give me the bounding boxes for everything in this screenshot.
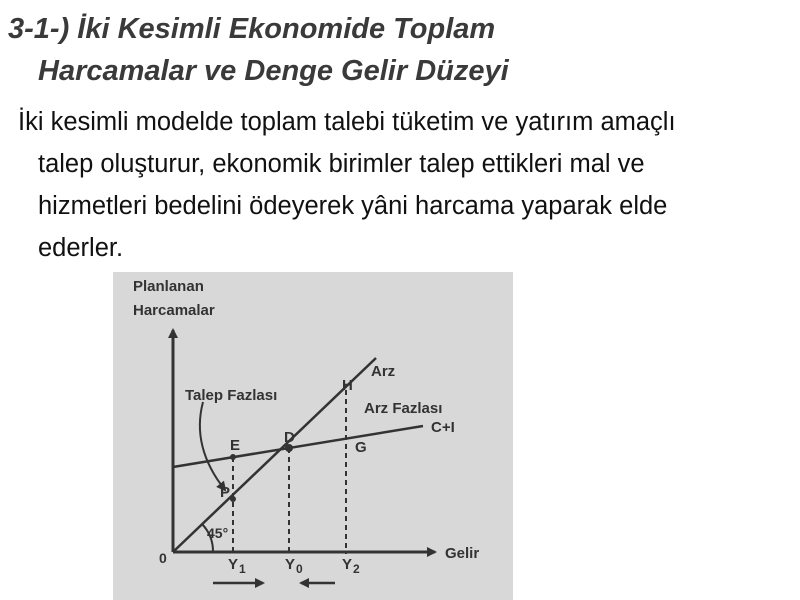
point-g-label: G: [355, 439, 367, 456]
body-line-4: ederler.: [38, 234, 124, 262]
body-line-3: hizmetleri bedelini ödeyerek yâni harcama yaparak elde: [38, 192, 668, 220]
tick-y0: $Y_0$: [285, 556, 303, 576]
diagram-svg: [113, 272, 513, 600]
slide-title: [8, 8, 788, 92]
demand-label: C+I: [431, 419, 455, 436]
point-e-dot: [230, 454, 236, 460]
excess-demand-label: Talep Fazlası: [185, 387, 278, 404]
tick-y2: $Y_2$: [342, 556, 360, 576]
title-line-1: 3-1-) İki Kesimli Ekonomide Toplam: [8, 13, 496, 45]
x-axis-label: Gelir: [445, 545, 480, 562]
supply-label: Arz: [371, 363, 396, 380]
point-h-label: H: [342, 377, 353, 394]
title-line-2: Harcamalar ve Denge Gelir Düzeyi: [38, 55, 509, 87]
point-p-label: P: [220, 484, 231, 501]
body-paragraph: [18, 101, 793, 269]
point-e-label: E: [230, 437, 241, 454]
angle-label: 45°: [207, 525, 229, 541]
point-d-label: D: [284, 429, 295, 446]
origin-label: 0: [159, 550, 167, 566]
point-p-dot: [230, 496, 236, 502]
excess-supply-label: Arz Fazlası: [364, 400, 443, 417]
excess-demand-arrow: [200, 402, 225, 490]
tick-y1: $Y_1$: [228, 556, 246, 576]
y-axis-label-1: Planlanan: [133, 278, 204, 295]
body-line-2: talep oluşturur, ekonomik birimler talep ettikleri mal ve: [38, 150, 645, 178]
keynesian-cross-figure: [113, 272, 513, 600]
y-axis-label-2: Harcamalar: [133, 302, 215, 319]
body-line-1: İki kesimli modelde toplam talebi tüketim ve yatırım amaçlı: [18, 108, 676, 136]
